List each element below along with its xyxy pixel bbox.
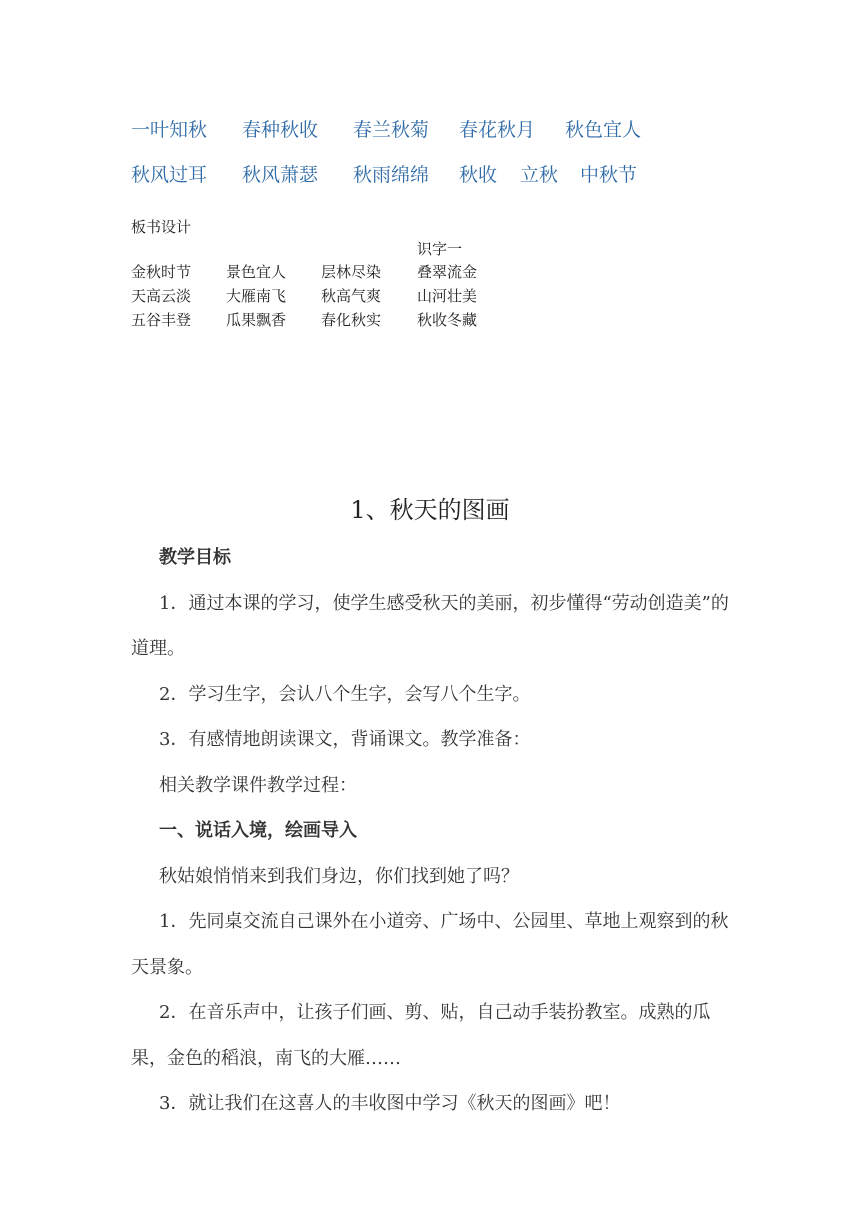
paragraph: 3．有感情地朗读课文，背诵课文。教学准备：: [159, 729, 531, 750]
board-cell: 秋收冬藏: [417, 311, 478, 329]
board-cell: 瓜果飘香: [226, 311, 287, 329]
phrase: 秋雨绵绵: [353, 164, 430, 186]
paragraph: 相关教学课件教学过程：: [159, 774, 357, 796]
paragraph: 秋姑娘悄悄来到我们身边，你们找到她了吗？: [159, 865, 519, 887]
board-cell: 大雁南飞: [226, 287, 287, 305]
phrase: 一叶知秋: [131, 119, 208, 141]
phrase: 立秋: [520, 164, 559, 186]
board-heading: 识字一: [417, 240, 463, 258]
paragraph: 1．先同桌交流自己课外在小道旁、广场中、公园里、草地上观察到的秋天景象。: [131, 911, 729, 978]
paragraph: 1．通过本课的学习，使学生感受秋天的美丽，初步懂得“劳动创造美”的道理。: [131, 592, 729, 659]
board-cell: 秋高气爽: [321, 287, 382, 305]
board-cell: 五谷丰登: [131, 311, 192, 329]
section-heading: 教学目标: [159, 547, 231, 568]
phrase: 中秋节: [580, 164, 638, 186]
board-cell: 景色宜人: [226, 263, 287, 281]
board-cell: 层林尽染: [321, 263, 382, 281]
paragraph: 3．就让我们在这喜人的丰收图中学习《秋天的图画》吧！: [159, 1093, 621, 1114]
board-cell: 春化秋实: [321, 311, 382, 329]
lesson-body: [131, 535, 734, 1127]
phrase: 春花秋月: [459, 119, 536, 141]
phrase: 秋色宜人: [565, 119, 642, 141]
lesson-title: 1、秋天的图画: [350, 496, 510, 524]
section-heading: 一、说话入境，绘画导入: [159, 820, 357, 841]
board-cell: 叠翠流金: [417, 263, 478, 281]
board-cell: 山河壮美: [417, 287, 478, 305]
phrase: 春种秋收: [242, 119, 319, 141]
board-cell: 金秋时节: [131, 263, 192, 281]
phrase: 秋风萧瑟: [242, 164, 319, 186]
phrase: 春兰秋菊: [353, 119, 430, 141]
board-cell: 天高云淡: [131, 287, 192, 305]
phrase: 秋收: [459, 164, 498, 186]
paragraph: 2．在音乐声中，让孩子们画、剪、贴，自己动手装扮教室。成熟的瓜果，金色的稻浪，南飞的大雁……: [131, 1002, 711, 1069]
board-design-label: 板书设计: [131, 218, 192, 236]
paragraph: 2．学习生字，会认八个生字，会写八个生字。: [159, 683, 531, 705]
phrase: 秋风过耳: [131, 164, 208, 186]
